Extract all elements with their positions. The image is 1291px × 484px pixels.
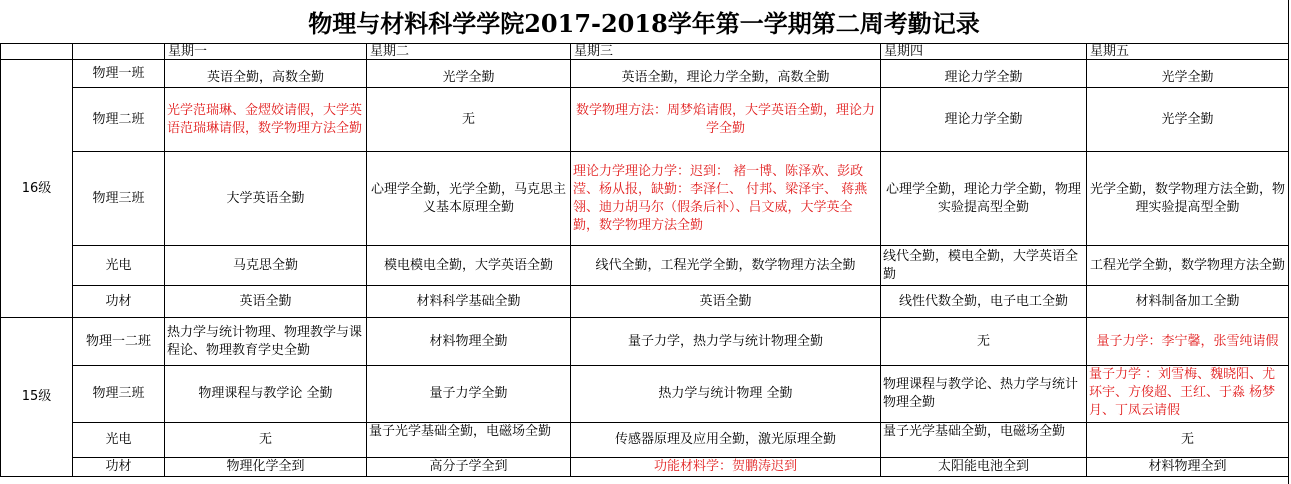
class-cell[interactable]: 功材 bbox=[73, 458, 165, 477]
attendance-cell[interactable]: 模电模电全勤，大学英语全勤 bbox=[367, 246, 571, 286]
attendance-cell[interactable]: 无 bbox=[165, 423, 367, 458]
attendance-cell[interactable]: 光学全勤 bbox=[1087, 60, 1289, 88]
attendance-cell[interactable]: 热力学与统计物理 全勤 bbox=[571, 366, 881, 423]
attendance-cell[interactable]: 传感器原理及应用全勤，激光原理全勤 bbox=[571, 423, 881, 458]
attendance-cell[interactable]: 材料科学基础全勤 bbox=[367, 286, 571, 318]
class-cell[interactable]: 物理三班 bbox=[73, 366, 165, 423]
attendance-cell[interactable]: 材料物理全到 bbox=[1087, 458, 1289, 477]
header-day[interactable]: 星期二 bbox=[367, 44, 571, 60]
header-day[interactable]: 星期三 bbox=[571, 44, 881, 60]
header-corner-grade[interactable] bbox=[1, 44, 73, 60]
attendance-cell[interactable]: 物理课程与教学论 全勤 bbox=[165, 366, 367, 423]
header-corner-class[interactable] bbox=[73, 44, 165, 60]
attendance-cell[interactable]: 心理学全勤，光学全勤，马克思主义基本原理全勤 bbox=[367, 152, 571, 246]
attendance-cell[interactable]: 量子力学：李宁馨，张雪纯请假 bbox=[1087, 318, 1289, 366]
table-row bbox=[1, 246, 1289, 286]
header-day[interactable]: 星期五 bbox=[1087, 44, 1289, 60]
class-cell[interactable]: 物理一二班 bbox=[73, 318, 165, 366]
table-row bbox=[1, 318, 1289, 366]
attendance-cell[interactable]: 英语全勤，高数全勤 bbox=[165, 60, 367, 88]
class-cell[interactable]: 光电 bbox=[73, 246, 165, 286]
grade-cell[interactable]: 15级 bbox=[1, 318, 73, 477]
table-row bbox=[1, 152, 1289, 246]
header-row bbox=[1, 44, 1289, 60]
table-row bbox=[1, 88, 1289, 152]
attendance-cell[interactable]: 物理化学全到 bbox=[165, 458, 367, 477]
attendance-cell[interactable]: 英语全勤 bbox=[165, 286, 367, 318]
table-row bbox=[1, 366, 1289, 423]
attendance-cell[interactable]: 线性代数全勤，电子电工全勤 bbox=[881, 286, 1087, 318]
attendance-cell[interactable]: 理论力学理论力学：迟到： 褚一博、陈泽欢、彭政滢、杨从报，缺勤：李泽仁、 付邦、梁泽宇、 蒋燕翎、迪力胡马尔（假条后补）、吕文威，大学英全勤，数学物理方法全勤 bbox=[571, 152, 881, 246]
attendance-cell[interactable]: 无 bbox=[881, 318, 1087, 366]
attendance-cell[interactable]: 材料物理全勤 bbox=[367, 318, 571, 366]
attendance-cell[interactable]: 工程光学全勤，数学物理方法全勤 bbox=[1087, 246, 1289, 286]
attendance-cell[interactable]: 量子力学 ：刘雪梅、魏晓阳、尤环宇、方俊超、王红、于淼 杨梦月、丁凤云请假 bbox=[1087, 366, 1289, 423]
table-row bbox=[1, 286, 1289, 318]
attendance-cell[interactable]: 量子力学全勤 bbox=[367, 366, 571, 423]
attendance-cell[interactable]: 无 bbox=[1087, 423, 1289, 458]
header-day[interactable]: 星期四 bbox=[881, 44, 1087, 60]
attendance-cell[interactable]: 大学英语全勤 bbox=[165, 152, 367, 246]
attendance-cell[interactable]: 物理课程与教学论、热力学与统计物理全勤 bbox=[881, 366, 1087, 423]
table-row bbox=[1, 60, 1289, 88]
attendance-cell[interactable]: 光学全勤 bbox=[1087, 88, 1289, 152]
attendance-cell[interactable]: 线代全勤，模电全勤，大学英语全勤 bbox=[881, 246, 1087, 286]
attendance-cell[interactable]: 太阳能电池全到 bbox=[881, 458, 1087, 477]
attendance-cell[interactable]: 无 bbox=[367, 88, 571, 152]
attendance-cell[interactable]: 光学范瑞琳、金熤姣请假，大学英语范瑞琳请假，数学物理方法全勤 bbox=[165, 88, 367, 152]
attendance-cell[interactable]: 马克思全勤 bbox=[165, 246, 367, 286]
class-cell[interactable]: 功材 bbox=[73, 286, 165, 318]
attendance-cell[interactable]: 理论力学全勤 bbox=[881, 60, 1087, 88]
attendance-cell[interactable]: 高分子学全到 bbox=[367, 458, 571, 477]
attendance-cell[interactable]: 英语全勤 bbox=[571, 286, 881, 318]
class-cell[interactable]: 物理一班 bbox=[73, 60, 165, 88]
attendance-cell[interactable]: 光学全勤 bbox=[367, 60, 571, 88]
attendance-cell[interactable]: 光学全勤，数学物理方法全勤，物理实验提高型全勤 bbox=[1087, 152, 1289, 246]
attendance-cell[interactable]: 英语全勤，理论力学全勤，高数全勤 bbox=[571, 60, 881, 88]
table-row bbox=[1, 458, 1289, 477]
class-cell[interactable]: 物理二班 bbox=[73, 88, 165, 152]
attendance-cell[interactable]: 量子光学基础全勤，电磁场全勤 bbox=[881, 423, 1087, 458]
attendance-cell[interactable]: 量子光学基础全勤，电磁场全勤 bbox=[367, 423, 571, 458]
grade-cell[interactable]: 16级 bbox=[1, 60, 73, 318]
attendance-cell[interactable]: 热力学与统计物理、物理教学与课程论、物理教育学史全勤 bbox=[165, 318, 367, 366]
attendance-cell[interactable]: 数学物理方法：周梦焰请假，大学英语全勤，理论力学全勤 bbox=[571, 88, 881, 152]
attendance-cell[interactable]: 理论力学全勤 bbox=[881, 88, 1087, 152]
attendance-cell[interactable]: 线代全勤，工程光学全勤，数学物理方法全勤 bbox=[571, 246, 881, 286]
sheet-title: 物理与材料科学学院2017-2018学年第一学期第二周考勤记录 bbox=[0, 0, 1288, 44]
table-row bbox=[1, 423, 1289, 458]
attendance-cell[interactable]: 量子力学，热力学与统计物理全勤 bbox=[571, 318, 881, 366]
attendance-table bbox=[0, 43, 1289, 477]
attendance-cell[interactable]: 心理学全勤，理论力学全勤，物理实验提高型全勤 bbox=[881, 152, 1087, 246]
attendance-cell[interactable]: 功能材料学：贺鹏涛迟到 bbox=[571, 458, 881, 477]
header-day[interactable]: 星期一 bbox=[165, 44, 367, 60]
attendance-cell[interactable]: 材料制备加工全勤 bbox=[1087, 286, 1289, 318]
class-cell[interactable]: 光电 bbox=[73, 423, 165, 458]
class-cell[interactable]: 物理三班 bbox=[73, 152, 165, 246]
